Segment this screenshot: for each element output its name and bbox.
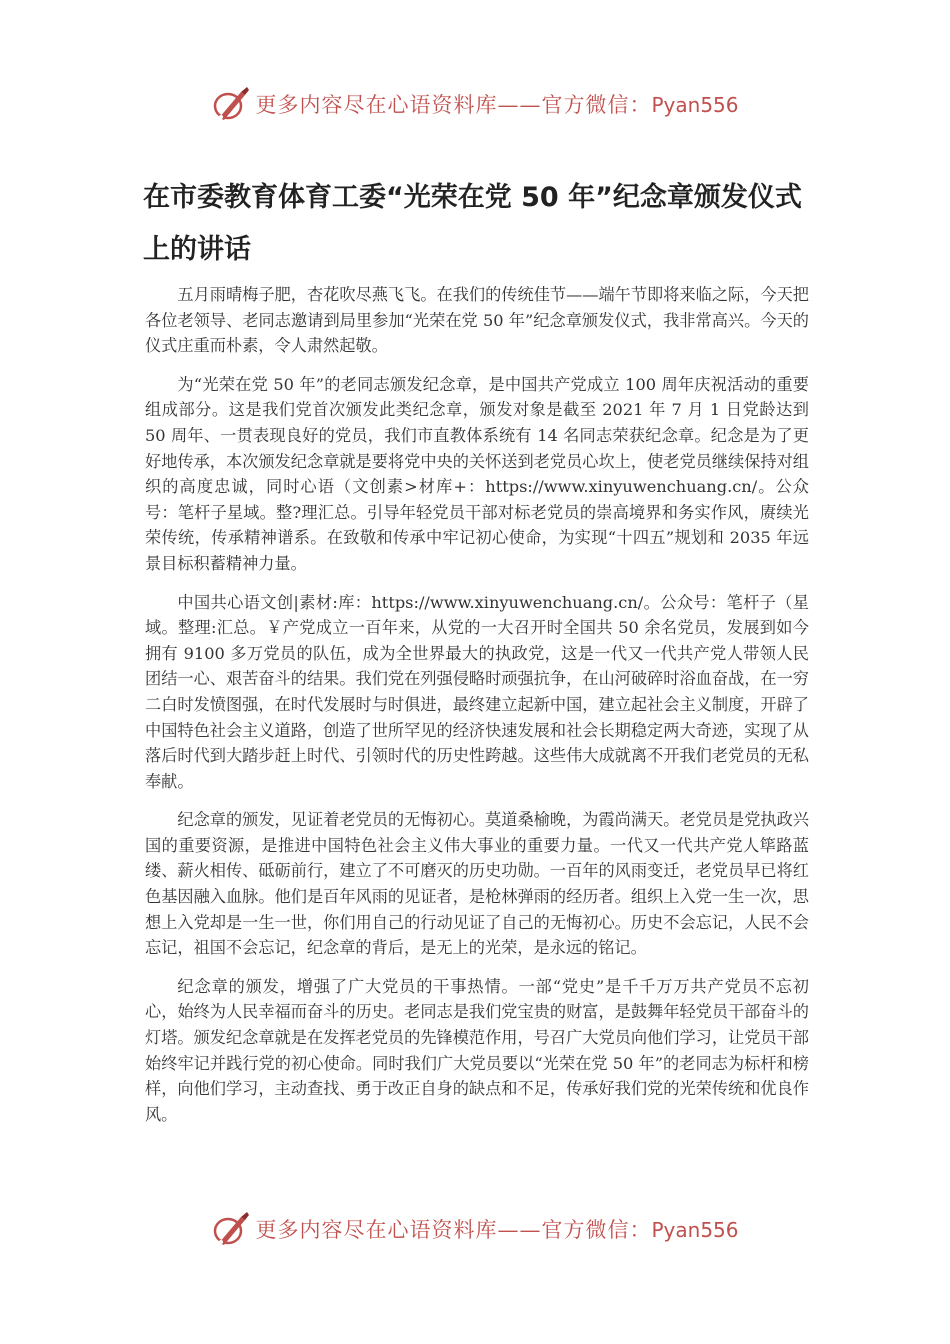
banner-title: 更多内容尽在心语资料库	[255, 1218, 498, 1242]
pen-logo-icon	[211, 1209, 251, 1249]
wechat-id: Pyan556	[651, 1218, 739, 1242]
paragraph: 五月雨晴梅子肥，杏花吹尽燕飞飞。在我们的传统佳节——端午节即将来临之际，今天把各位老领导、老同志邀请到局里参加“光荣在党 50 年”纪念章颁发仪式，我非常高兴。今天的仪式庄重而朴素，令人肃然起敬。	[145, 285, 809, 356]
paragraph: 纪念章的颁发，见证着老党员的无悔初心。莫道桑榆晚，为霞尚满天。老党员是党执政兴国的重要资源，是推进中国特色社会主义伟大事业的重要力量。一代又一代共产党人筚路蓝缕、薪火相传、砥砺前行，建立了不可磨灭的历史功勋。一百年的风雨变迁，老党员早已将红色基因融入血脉。他们是百年风雨的见证者，是枪林弹雨的经历者。组织上入党一生一次，思想上入党却是一生一世，你们用自己的行动见证了自己的无悔初心。历史不会忘记，人民不会忘记，祖国不会忘记，纪念章的背后，是无上的光荣，是永远的铭记。	[145, 810, 809, 958]
banner-dash: ——	[497, 1218, 542, 1242]
document-body	[145, 282, 809, 1140]
paragraph: 中国共心语文创|素材:库：https://www.xinyuwenchuang.cn/。公众号：笔杆子（星域。整理:汇总。￥产党成立一百年来，从党的一大召开时全国共 50 余名党员，发展到如今拥有 9100 多万党员的队伍，成为全世界最大的执政党，这是一代又一代共产党人带领人民团结一心、艰苦奋斗的结果。我们党在列强侵略时顽强抗争，在山河破碎时浴血奋战，在一穷二白时发愤图强，在时代发展时与时俱进，最终建立起新中国，建立起社会主义制度，开辟了中国特色社会主义道路，创造了世所罕见的经济快速发展和社会长期稳定两大奇迹，实现了从落后时代到大踏步赶上时代、引领时代的历史性跨越。这些伟大成就离不开我们老党员的无私奉献。	[145, 592, 809, 791]
footer-banner-text	[255, 1214, 738, 1244]
header-banner-text	[255, 89, 738, 119]
paragraph: 纪念章的颁发，增强了广大党员的干事热情。一部“党史”是千千万万共产党员不忘初心，始终为人民幸福而奋斗的历史。老同志是我们党宝贵的财富，是鼓舞年轻党员干部奋斗的灯塔。颁发纪念章就是在发挥老党员的先锋模范作用，号召广大党员向他们学习，让党员干部始终牢记并践行党的初心使命。同时我们广大党员要以“光荣在党 50 年”的老同志为标杆和榜样，向他们学习，主动查找、勇于改正自身的缺点和不足，传承好我们党的光荣传统和优良作风。	[145, 976, 809, 1124]
page-title: 在市委教育体育工委“光荣在党 50 年”纪念章颁发仪式上的讲话	[143, 182, 802, 265]
banner-dash: ——	[497, 93, 542, 117]
header-banner	[0, 84, 950, 124]
paragraph: 为“光荣在党 50 年”的老同志颁发纪念章，是中国共产党成立 100 周年庆祝活动的重要组成部分。这是我们党首次颁发此类纪念章，颁发对象是截至 2021 年 7 月 1 日党龄达到 50 周年、一贯表现良好的党员，我们市直教体系统有 14 名同志荣获纪念章。纪念是为了更好地传承，本次颁发纪念章就是要将党中央的关怀送到老党员心坎上，使老党员继续保持对组织的高度忠诚，同时心语（文创素>材库+：https://www.xinyuwenchuang.cn/。公众号：笔杆子星域。整?理汇总。引导年轻党员干部对标老党员的崇高境界和务实作风，赓续光荣传统，传承精神谱系。在致敬和传承中牢记初心使命，为实现“十四五”规划和 2035 年远景目标积蓄精神力量。	[145, 374, 809, 573]
footer-banner	[0, 1209, 950, 1249]
wechat-label: 官方微信：	[541, 93, 652, 117]
banner-title: 更多内容尽在心语资料库	[255, 93, 498, 117]
wechat-label: 官方微信：	[541, 1218, 652, 1242]
wechat-id: Pyan556	[651, 93, 739, 117]
pen-logo-icon	[211, 84, 251, 124]
